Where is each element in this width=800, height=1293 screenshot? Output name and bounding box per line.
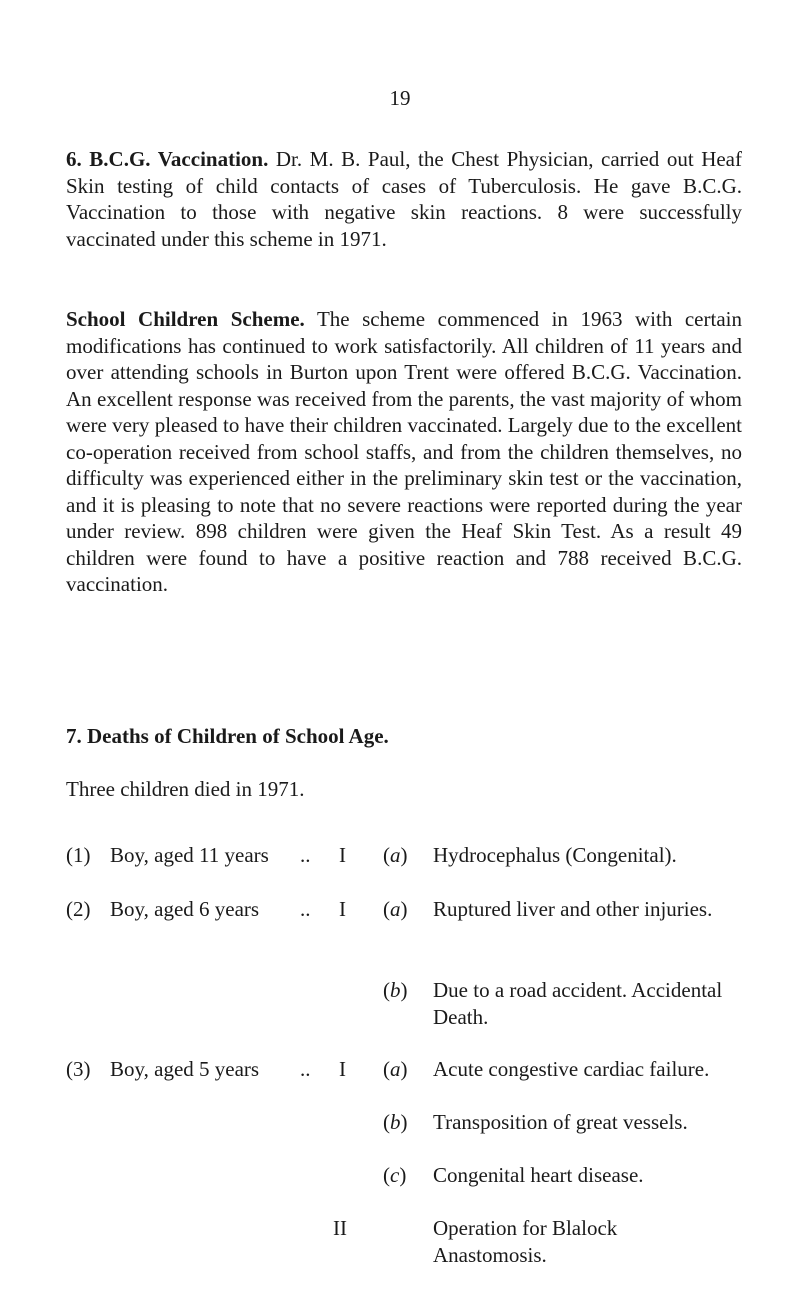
case-description: Boy, aged 11 years	[110, 843, 269, 867]
cause-text: Ruptured liver and other injuries.	[433, 897, 713, 921]
cause-text: Due to a road accident. Accidental Death.	[433, 978, 723, 1029]
cause-letter: (a)	[383, 897, 408, 921]
case-number: (3)	[66, 1057, 91, 1081]
cause-letter: (a)	[383, 843, 408, 867]
school-children-scheme-paragraph	[66, 306, 742, 598]
cause-part-numeral: I	[339, 1057, 346, 1081]
bcg-vaccination-body: Dr. M. B. Paul, the Chest Physician, carried out Heaf Skin testing of child contacts of cases of Tuberculosis. He gave B.C.G. Vaccination to those with negative skin reactions. 8 were successfully vaccinated under this scheme in 1971.	[66, 147, 742, 251]
cause-text: Hydrocephalus (Congenital).	[433, 843, 677, 867]
bcg-vaccination-heading: 6. B.C.G. Vaccination.	[66, 147, 269, 171]
case-description: Boy, aged 5 years	[110, 1057, 260, 1081]
bcg-vaccination-paragraph	[66, 146, 742, 252]
case-number: (1)	[66, 843, 91, 867]
cause-letter: (a)	[383, 1057, 408, 1081]
school-children-scheme-body: The scheme commenced in 1963 with certain modifications has continued to work satisfactorily. All children of 11 years and over attending schools in Burton upon Trent were offered B.C.G. Vaccination. An excellent response was received from the parents, the vast majority of whom were very pleased to have their children vaccinated. Largely due to the excellent co-operation received from school staffs, and from the children themselves, no difficulty was experienced either in the preliminary skin test or the vaccination, and it is pleasing to note that no severe reactions were reported during the year under review. 898 children were given the Heaf Skin Test. As a result 49 children were found to have a positive reaction and 788 received B.C.G. vaccination.	[66, 307, 742, 596]
cause-text: Acute congestive cardiac failure.	[433, 1057, 710, 1081]
cause-part-numeral: I	[339, 897, 346, 921]
cause-text: Congenital heart disease.	[433, 1163, 644, 1187]
case-leader-dots: ..	[300, 843, 311, 867]
cause-part-numeral: I	[339, 843, 346, 867]
cause-letter: (c)	[383, 1163, 407, 1187]
page-number: 19	[389, 86, 411, 110]
case-number: (2)	[66, 897, 91, 921]
deaths-intro: Three children died in 1971.	[66, 777, 305, 801]
school-children-scheme-heading: School Children Scheme.	[66, 307, 305, 331]
case-description: Boy, aged 6 years	[110, 897, 260, 921]
deaths-heading: 7. Deaths of Children of School Age.	[66, 724, 389, 748]
cause-text: Operation for Blalock Anastomosis.	[433, 1216, 618, 1267]
cause-letter: (b)	[383, 1110, 408, 1134]
case-leader-dots: ..	[300, 1057, 311, 1081]
cause-text: Transposition of great vessels.	[433, 1110, 688, 1134]
cause-part-numeral: II	[333, 1216, 347, 1240]
case-leader-dots: ..	[300, 897, 311, 921]
cause-letter: (b)	[383, 978, 408, 1002]
